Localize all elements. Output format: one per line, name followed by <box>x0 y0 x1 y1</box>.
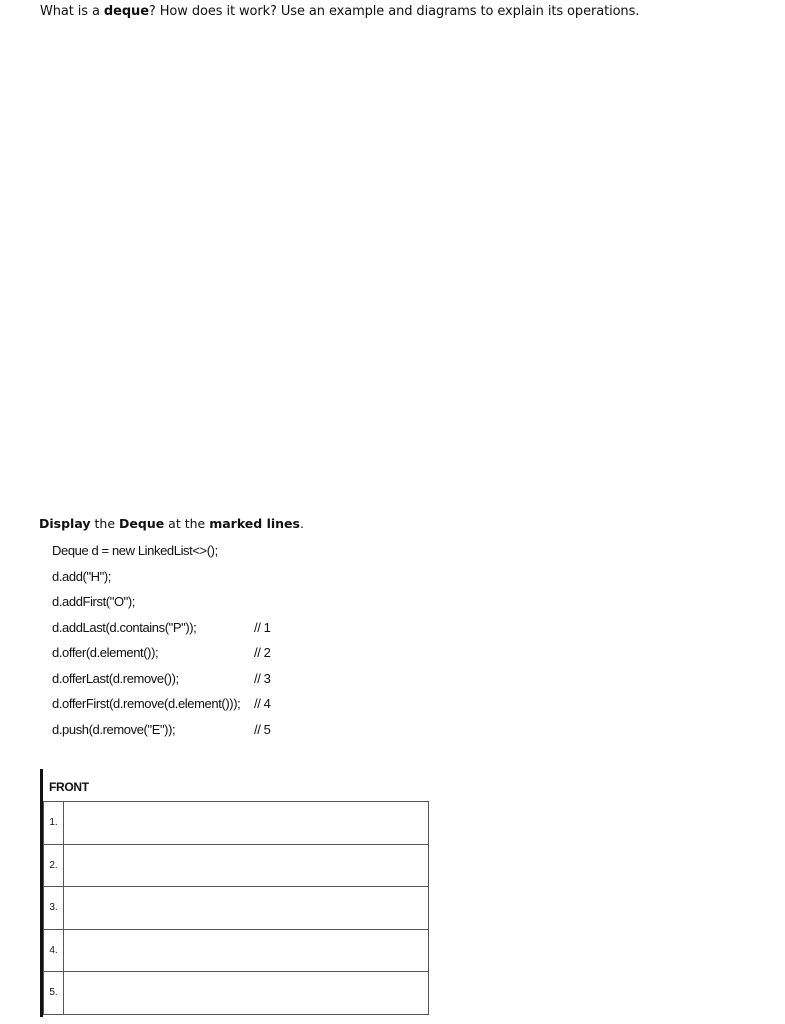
row-number: 2. <box>44 844 64 887</box>
instruction-deque: Deque <box>119 516 165 531</box>
row-number: 3. <box>44 887 64 930</box>
question-part2: ? How does it work? Use an example and diagrams to explain its operations. <box>148 4 640 19</box>
code-statement: Deque d = new LinkedList<>(); <box>52 543 218 558</box>
instruction-t2: at the <box>164 516 210 531</box>
row-number: 1. <box>44 802 64 845</box>
question-bold-deque: deque <box>103 4 149 19</box>
answer-cell[interactable] <box>64 929 429 972</box>
question-part1: What is a <box>40 4 104 19</box>
code-statement: d.offer(d.element()); <box>52 645 159 660</box>
answer-cell[interactable] <box>64 887 429 930</box>
question-text <box>40 4 639 19</box>
table-row <box>44 929 429 972</box>
instruction-marked-lines: marked lines <box>209 516 300 531</box>
answer-cell[interactable] <box>64 972 429 1015</box>
line-marker: // 1 <box>254 619 271 635</box>
table-row <box>44 972 429 1015</box>
deque-table <box>43 801 429 1015</box>
code-statement: d.addLast(d.contains("P")); <box>52 619 197 635</box>
front-label: FRONT <box>49 780 89 794</box>
table-row <box>44 887 429 930</box>
line-marker: // 3 <box>254 670 271 686</box>
code-statement: d.push(d.remove("E")); <box>52 721 176 737</box>
code-statement: d.add("H"); <box>52 568 112 584</box>
row-number: 4. <box>44 929 64 972</box>
answer-cell[interactable] <box>64 802 429 845</box>
code-statement: d.offerLast(d.remove()); <box>52 670 179 686</box>
line-marker: // 2 <box>254 645 271 660</box>
code-statement: d.offerFirst(d.remove(d.element())); <box>52 696 241 711</box>
line-marker: // 5 <box>254 721 271 737</box>
instruction-t3: . <box>299 516 304 531</box>
instruction-text <box>39 516 304 531</box>
answer-cell[interactable] <box>64 844 429 887</box>
instruction-display: Display <box>39 516 91 531</box>
table-row <box>44 844 429 887</box>
deque-diagram <box>40 769 430 1017</box>
line-marker: // 4 <box>254 696 271 711</box>
row-number: 5. <box>44 972 64 1015</box>
code-statement: d.addFirst("O"); <box>52 594 136 609</box>
table-row <box>44 802 429 845</box>
instruction-t1: the <box>90 516 120 531</box>
